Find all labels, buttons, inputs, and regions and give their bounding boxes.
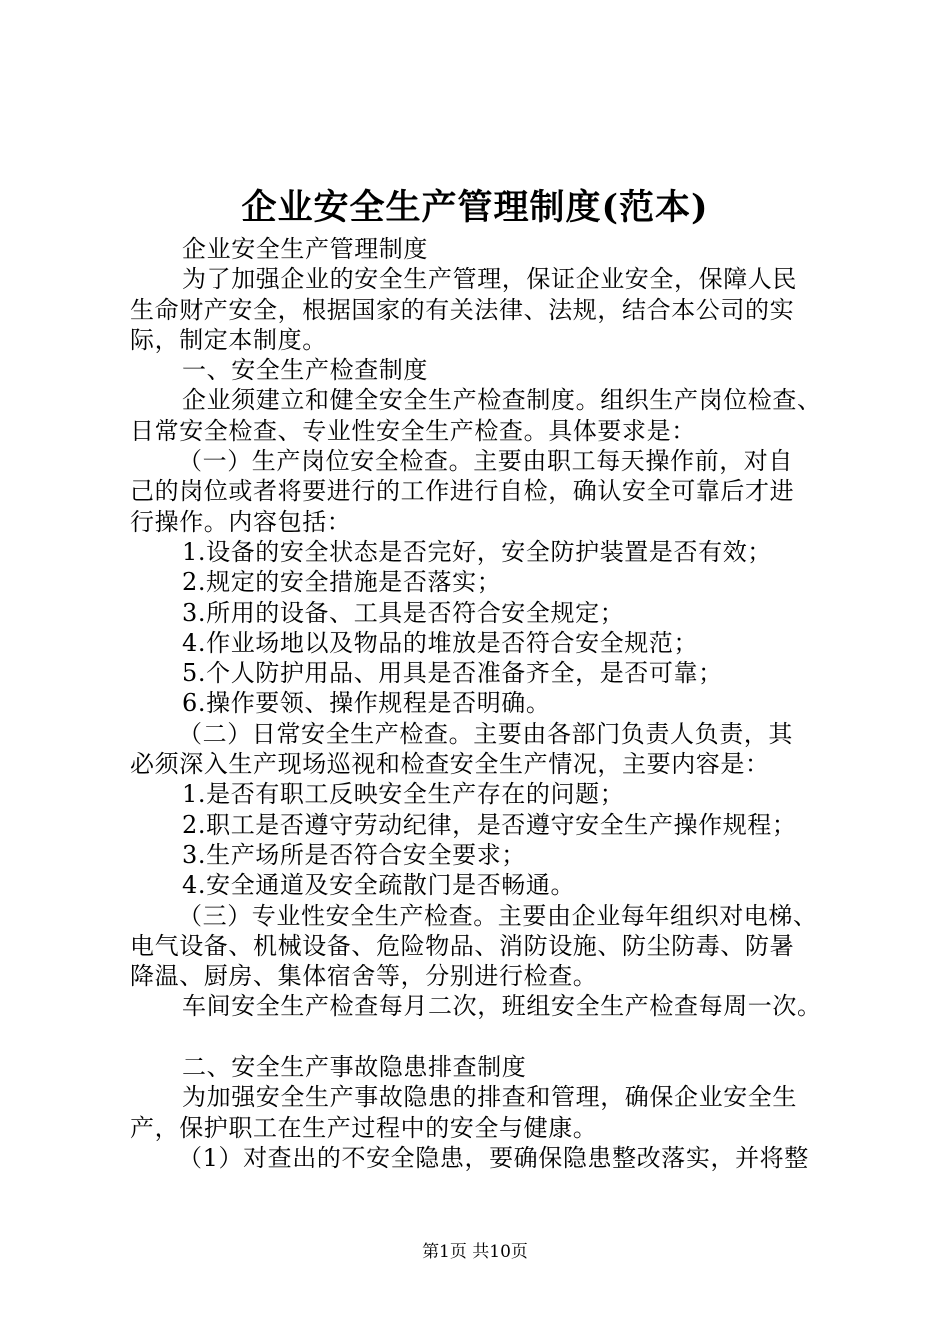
paragraph-line: （一）生产岗位安全检查。主要由职工每天操作前，对自 [178, 447, 793, 476]
paragraph-line: 产，保护职工在生产过程中的安全与健康。 [130, 1113, 598, 1142]
paragraph-line: 必须深入生产现场巡视和检查安全生产情况，主要内容是： [130, 750, 770, 779]
list-item: 3.所用的设备、工具是否符合安全规定； [182, 598, 625, 627]
paragraph-line: 际，制定本制度。 [130, 325, 327, 354]
list-item: 1.是否有职工反映安全生产存在的问题； [182, 780, 625, 809]
paragraph-line: （三）专业性安全生产检查。主要由企业每年组织对电梯、 [178, 901, 818, 930]
paragraph-line: （二）日常安全生产检查。主要由各部门负责人负责，其 [178, 719, 793, 748]
section-heading: 一、安全生产检查制度 [182, 356, 428, 385]
list-item: 2.规定的安全措施是否落实； [182, 568, 502, 597]
list-item: 4.作业场地以及物品的堆放是否符合安全规范； [182, 628, 699, 657]
list-item: 4.安全通道及安全疏散门是否畅通。 [182, 871, 576, 900]
list-item: 5.个人防护用品、用具是否准备齐全，是否可靠； [182, 659, 723, 688]
paragraph-line: 日常安全检查、专业性安全生产检查。具体要求是： [130, 416, 696, 445]
document-title: 企业安全生产管理制度(范本) [241, 187, 709, 228]
paragraph-line: 行操作。内容包括： [130, 507, 352, 536]
paragraph-line: 车间安全生产检查每月二次，班组安全生产检查每周一次。 [182, 992, 822, 1021]
list-item: 6.操作要领、操作规程是否明确。 [182, 689, 551, 718]
paragraph-line: （1）对查出的不安全隐患，要确保隐患整改落实，并将整 [178, 1143, 809, 1172]
paragraph-line: 己的岗位或者将要进行的工作进行自检，确认安全可靠后才进 [130, 477, 795, 506]
paragraph-line: 生命财产安全，根据国家的有关法律、法规，结合本公司的实 [130, 295, 795, 324]
document-body [130, 234, 840, 1173]
paragraph-line: 企业须建立和健全安全生产检查制度。组织生产岗位检查、 [182, 386, 822, 415]
blank-line [130, 1022, 840, 1052]
page-footer: 第1页 共10页 [422, 1242, 528, 1262]
list-item: 3.生产场所是否符合安全要求； [182, 840, 526, 869]
paragraph-line: 降温、厨房、集体宿舍等，分别进行检查。 [130, 962, 598, 991]
paragraph-line: 为了加强企业的安全生产管理，保证企业安全，保障人民 [182, 265, 797, 294]
paragraph-line: 为加强安全生产事故隐患的排查和管理，确保企业安全生 [182, 1083, 797, 1112]
list-item: 1.设备的安全状态是否完好，安全防护装置是否有效； [182, 537, 772, 566]
paragraph-line: 电气设备、机械设备、危险物品、消防设施、防尘防毒、防暑 [130, 931, 795, 960]
list-item: 2.职工是否遵守劳动纪律，是否遵守安全生产操作规程； [182, 810, 797, 839]
section-heading: 二、安全生产事故隐患排查制度 [182, 1053, 527, 1082]
paragraph-line: 企业安全生产管理制度 [182, 235, 428, 263]
